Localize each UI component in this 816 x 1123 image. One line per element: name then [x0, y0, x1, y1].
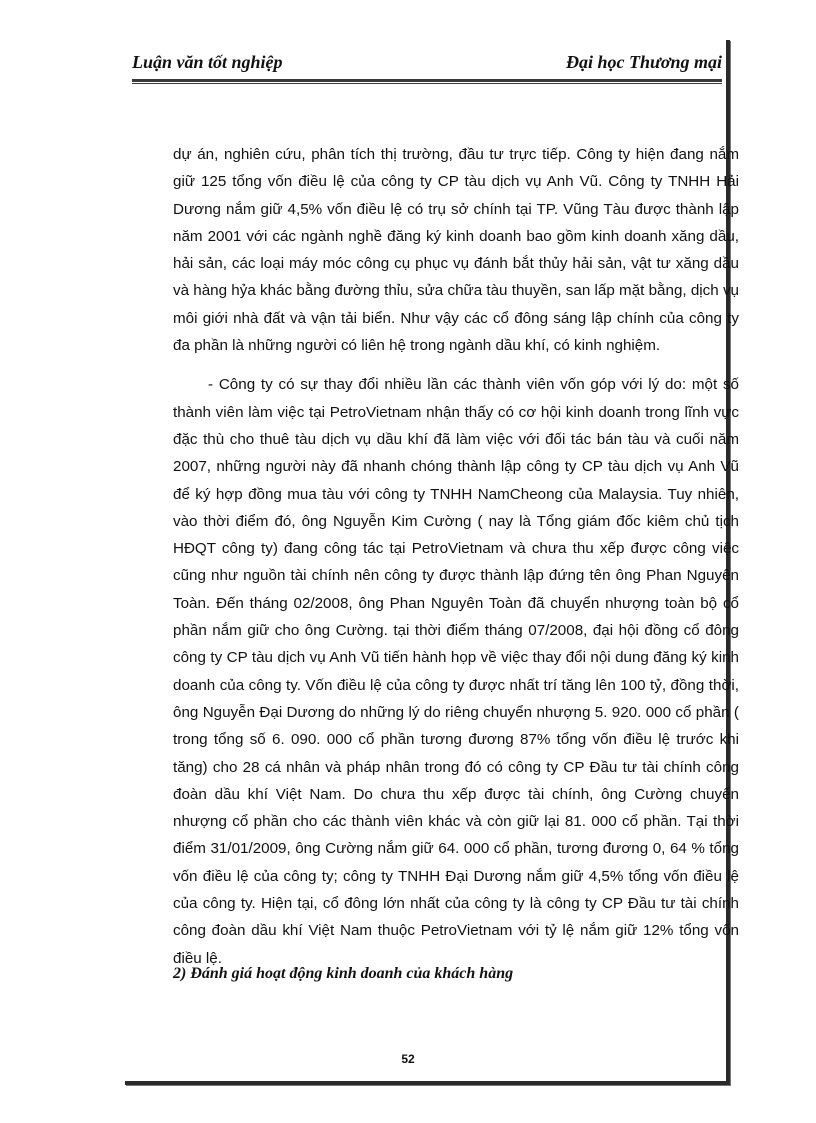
paragraph-continuation: dự án, nghiên cứu, phân tích thị trường, đầu tư trực tiếp. Công ty hiện đang nắm giữ 125 tổng vốn điều lệ của công ty CP tàu dịch vụ Anh Vũ. Công ty TNHH Hải Dương nắm giữ 4,5% vốn điều lệ có trụ sở chính tại TP. Vũng Tàu được thành lập năm 2001 với các ngành nghề đăng ký kinh doanh bao gồm kinh doanh xăng dầu, hải sản, các loại máy móc công cụ phục vụ đánh bắt thủy hải sản, vật tư xăng dầu và hàng hỷa khác bằng đường thỉu, sửa chữa tàu thuyền, san lấp mặt bằng, dịch vụ môi giới nhà đất và vận tải biển. Như vậy các cổ đông sáng lập chính của công ty đa phần là những người có liên hệ trong ngành dầu khí, có kinh nghiệm. [173, 146, 739, 355]
header-left-title: Luận văn tốt nghiệp [132, 52, 283, 72]
body-text [173, 141, 739, 972]
running-header [132, 52, 722, 73]
paragraph-shareholder-changes: - Công ty có sự thay đổi nhiều lần các thành viên vốn góp với lý do: một số thành viên làm việc tại PetroVietnam nhận thấy có cơ hội kinh doanh trong lĩnh vực đặc thù cho thuê tàu dịch vụ dầu khí đã làm việc với đối tác bán tàu và cuối năm 2007, những người này đã nhanh chóng thành lập công ty CP tàu dịch vụ Anh Vũ để ký hợp đồng mua tàu với công ty TNHH NamCheong của Malaysia. Tuy nhiên, vào thời điểm đó, ông Nguyễn Kim Cường ( nay là Tổng giám đốc kiêm chủ tịch HĐQT công ty) đang công tác tại PetroVietnam và chưa thu xếp được công việc cũng như nguồn tài chính nên công ty được thành lập đứng tên ông Phan Nguyên Toàn. Đến tháng 02/2008, ông Phan Nguyên Toàn đã chuyển nhượng toàn bộ cổ phần nắm giữ cho ông Cường. tại thời điểm tháng 07/2008, đại hội đồng cổ đông công ty CP tàu dịch vụ Anh Vũ tiến hành họp về việc thay đổi nội dung đăng ký kinh doanh của công ty. Vốn điều lệ của công ty được nhất trí tăng lên 100 tỷ, đồng thời, ông Nguyễn Đại Dương do những lý do riêng chuyển nhượng 5. 920. 000 cổ phần ( trong tổng số 6. 090. 000 cổ phần tương đương 87% tổng vốn điều lệ trước khi tăng) cho 28 cá nhân và pháp nhân trong đó có công ty CP Đầu tư tài chính công đoàn dầu khí Việt Nam. Do chưa thu xếp được tài chính, ông Cường chuyển nhượng cổ phần cho các thành viên khác và còn giữ lại 81. 000 cổ phần. Tại thời điểm 31/01/2009, ông Cường nắm giữ 64. 000 cổ phần, tương đương 0, 64 % tổng vốn điều lệ của công ty; công ty TNHH Đại Dương nắm giữ 4,5% tổng vốn điều lệ của công ty. Hiện tại, cổ đông lớn nhất của công ty là công ty CP Đầu tư tài chính công đoàn dầu khí Việt Nam thuộc PetroVietnam với tỷ lệ nắm giữ 12% tổng vốn điều lệ. [173, 376, 739, 967]
header-rule [132, 79, 722, 82]
page-number: 52 [401, 1052, 415, 1066]
section-heading: 2) Đánh giá hoạt động kinh doanh của khách hàng [173, 965, 514, 982]
header-rule-thin [132, 83, 722, 84]
header-right-title: Đại học Thương mại [566, 52, 722, 72]
